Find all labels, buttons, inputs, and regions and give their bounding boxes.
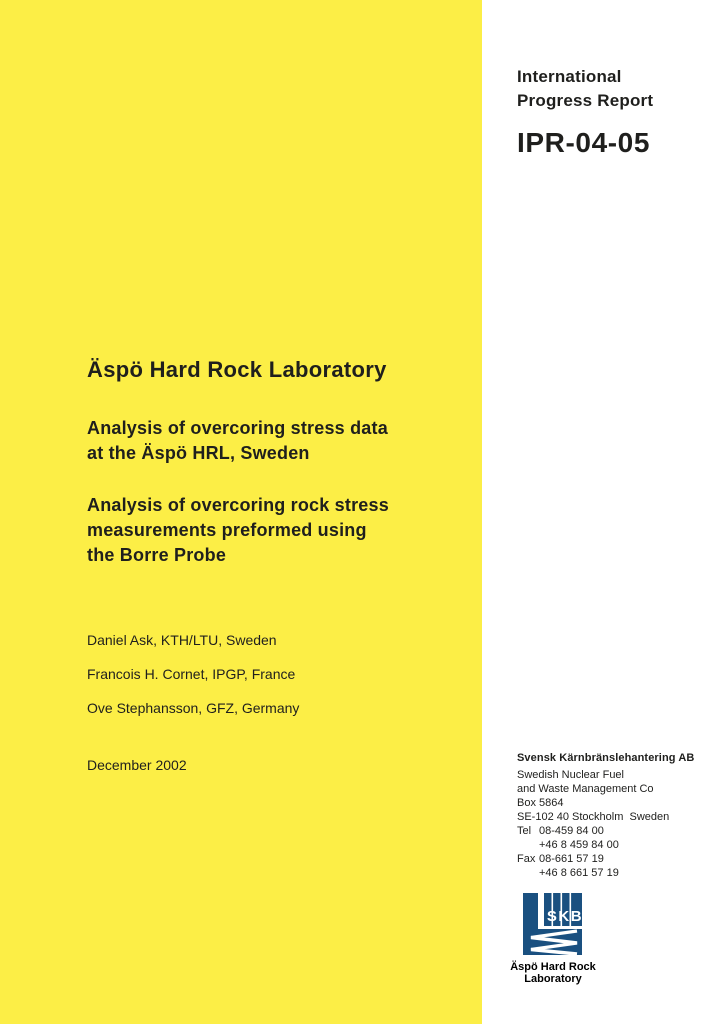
- publisher-block: [517, 751, 712, 880]
- contact-value: 08-459 84 00: [539, 825, 604, 837]
- publisher-address-line: Box 5864: [517, 797, 564, 809]
- title-block: [87, 356, 467, 568]
- subtitle-1-line2: at the Äspö HRL, Sweden: [87, 443, 310, 463]
- subtitle-1: [87, 416, 467, 466]
- publisher-address-line: Swedish Nuclear Fuel: [517, 769, 624, 781]
- svg-text:SKB: SKB: [546, 908, 584, 925]
- author-line: Ove Stephansson, GFZ, Germany: [87, 700, 300, 716]
- report-type: [517, 65, 653, 113]
- subtitle-2-line2: measurements preformed using: [87, 520, 367, 540]
- publisher-address-line: SE-102 40 Stockholm Sweden: [517, 811, 670, 823]
- subtitle-2: [87, 493, 467, 568]
- report-type-line2: Progress Report: [517, 91, 654, 110]
- skb-logo: [519, 893, 586, 958]
- report-number: IPR-04-05: [517, 127, 651, 158]
- contact-label: [517, 866, 539, 880]
- logo-caption-line2: Laboratory: [524, 972, 582, 985]
- logo-caption: [503, 962, 603, 985]
- contact-label: Tel: [517, 825, 532, 837]
- publisher-name: Svensk Kärnbränslehantering AB: [517, 752, 695, 764]
- report-header: [517, 65, 653, 159]
- publisher-contacts: [517, 824, 712, 880]
- contact-value: +46 8 459 84 00: [539, 839, 619, 851]
- report-date: December 2002: [87, 757, 187, 773]
- contact-value: 08-661 57 19: [539, 853, 604, 865]
- logo-caption-line1: Äspö Hard Rock: [510, 961, 596, 973]
- subtitle-2-line1: Analysis of overcoring rock stress: [87, 495, 389, 515]
- author-line: Daniel Ask, KTH/LTU, Sweden: [87, 632, 277, 648]
- publisher-address-line: and Waste Management Co: [517, 783, 654, 795]
- authors-list: [87, 631, 299, 733]
- contact-label: [517, 838, 539, 852]
- skb-logo-icon: [519, 893, 586, 958]
- report-type-line1: International: [517, 67, 622, 86]
- contact-value: +46 8 661 57 19: [539, 867, 619, 879]
- author-line: Francois H. Cornet, IPGP, France: [87, 666, 296, 682]
- subtitle-2-line3: the Borre Probe: [87, 545, 227, 565]
- main-title: Äspö Hard Rock Laboratory: [87, 357, 387, 382]
- contact-label: Fax: [517, 853, 536, 865]
- subtitle-1-line1: Analysis of overcoring stress data: [87, 418, 388, 438]
